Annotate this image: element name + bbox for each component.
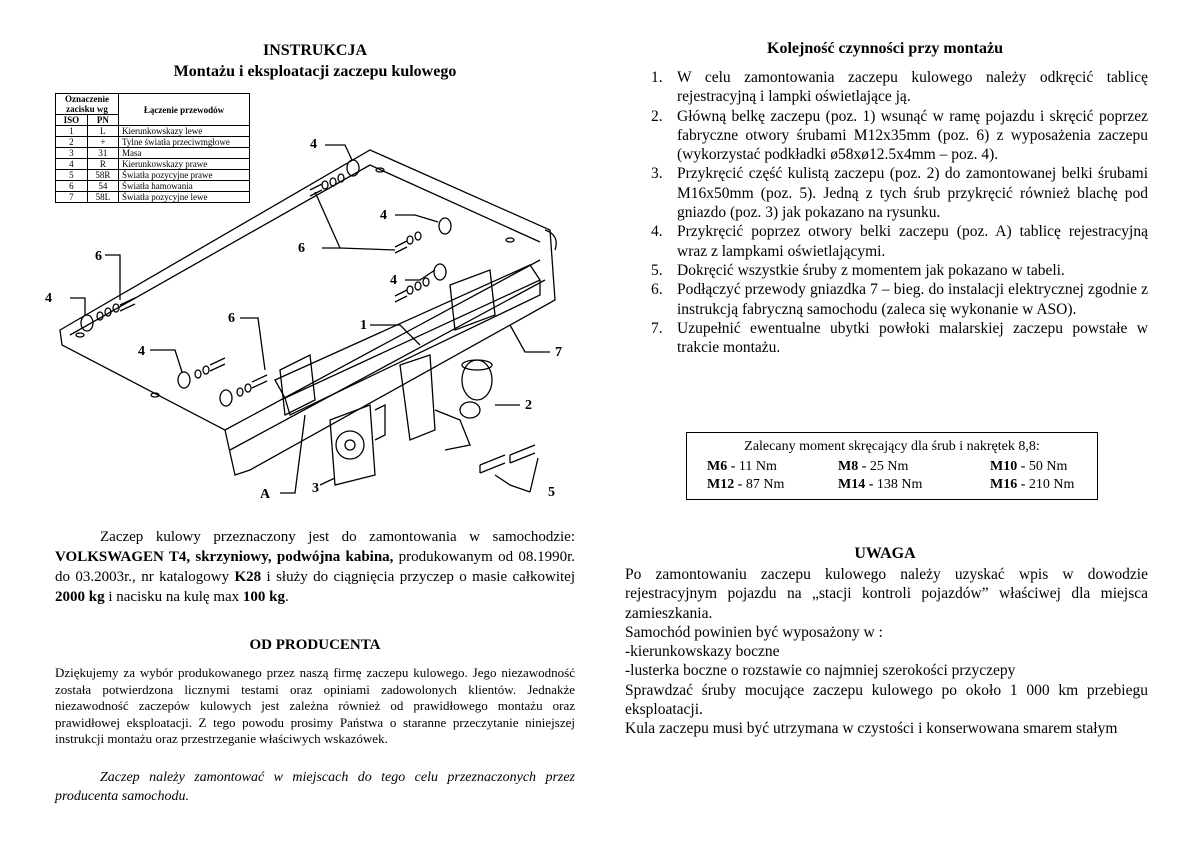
step-text: Uzupełnić ewentualne ubytki powłoki malarskiej zaczepu powstałe w trakcie montażu. [677,319,1148,357]
desc-cell: Masa [119,148,250,159]
torque-value: 25 Nm [866,459,909,474]
title-line-2: Montażu i eksploatacji zaczepu kulowego [173,63,457,80]
frame-beam [60,150,555,475]
pn-cell: 58R [87,170,118,181]
iso-cell: 1 [56,126,88,137]
intro-catalog-number: K28 [234,569,262,585]
torque-value: 50 Nm [1025,459,1068,474]
label-4-left: 4 [45,291,52,306]
step-text: Przykręcić poprzez otwory belki zaczepu (poz. A) tablicę rejestracyjną wraz z lampkami oświetlającymi. [677,223,1148,260]
label-2: 2 [525,398,532,413]
intro-text-3: i służy do ciągnięcia przyczep o masie całkowitej [261,569,575,585]
wire-table-group-header: Oznaczenie zacisku wg [56,94,119,115]
warning-line: Kula zaczepu musi być utrzymana w czystości i konserwowana smarem stałym [625,720,1118,738]
step-number: 5. [651,261,663,279]
wire-table-pn-header: PN [87,115,118,126]
tow-hitch-assembly-drawing [40,130,600,510]
bolt-size: M14 - [838,477,874,492]
steps-list [625,68,1148,357]
torque-item [707,459,777,475]
producer-text: Dziękujemy za wybór produkowanego przez naszą firmę zaczepu kulowego. Jego niezawodność została potwierdzona licznymi testami oraz opiniami zadowolonych klientów. Jednakże niezawodność zaczepów kulowych jest zależna również od prawidłowego montażu oraz prawidłowej eksploatacji. Z tego powodu prosimy Państwa o staranne przeczytanie niniejszej instrukcji montażu oraz przestrzeganie właściwych wskazówek. [55,665,575,746]
step-number: 4. [651,223,663,241]
torque-item [990,477,1074,493]
list-item [625,164,1148,222]
pn-cell: + [87,137,118,148]
desc-cell: Kierunkowskazy lewe [119,126,250,137]
step-number: 7. [651,319,663,337]
intro-paragraph [55,527,575,607]
warning-line: Po zamontowaniu zaczepu kulowego należy uzyskać wpis w dowodzie rejestracyjnym pojazdu na „stacji kontroli pojazdów” właściwej dla miejsca zamieszkania. [625,566,1148,622]
intro-text-5: . [284,589,289,605]
torque-item [838,459,908,475]
pn-cell: 54 [87,181,118,192]
producer-note: Zaczep należy zamontować w miejscach do tego celu przeznaczonych przez producenta samochodu. [55,770,575,804]
label-6-mid: 6 [228,311,235,326]
label-1: 1 [360,318,367,333]
wire-table-iso-header: ISO [56,115,88,126]
intro-text-1: Zaczep kulowy przeznaczony jest do zamontowania w samochodzie: [100,529,575,545]
step-number: 6. [651,281,663,299]
iso-cell: 3 [56,148,88,159]
document-title [55,40,575,82]
warning-heading: UWAGA [854,545,916,562]
torque-item [838,477,922,493]
torque-value: 11 Nm [735,459,777,474]
list-item [625,222,1148,261]
iso-cell: 6 [56,181,88,192]
torque-value: 210 Nm [1025,477,1075,492]
list-item [625,261,1148,280]
producer-heading: OD PRODUCENTA [249,637,381,653]
step-number: 3. [651,165,663,183]
bolt-size: M16 - [990,477,1026,492]
desc-cell: Światła hamowania [119,181,250,192]
steps-heading: Kolejność czynności przy montażu [767,40,1003,57]
list-item [625,319,1148,358]
pn-cell: L [87,126,118,137]
step-text: Przykręcić część kulistą zaczepu (poz. 2) do zamontowanej belki śrubami M16x50mm (poz. 5). Jedną z tych śrub przykręcić również blachę pod gniazdo (poz. 3) jak pokazano na rysunku. [677,165,1148,222]
label-6-top: 6 [298,241,305,256]
intro-text-2: produkowanym od 08.1990r. do 03.2003r., nr katalogowy [55,549,576,585]
intro-text-4: i nacisku na kulę max [104,589,243,605]
label-6-left: 6 [95,249,102,264]
desc-cell: Tylne światła przeciwmgłowe [119,137,250,148]
list-item [625,68,1148,107]
bolt-size: M8 - [838,459,867,474]
torque-value: 87 Nm [742,477,785,492]
intro-ball-load: 100 kg [242,589,285,605]
step-number: 1. [651,69,663,86]
title-line-1: INSTRUKCJA [262,42,367,59]
label-4-top: 4 [310,137,317,152]
iso-cell: 2 [56,137,88,148]
list-item [625,280,1148,319]
desc-cell: Kierunkowskazy prawe [119,159,250,170]
torque-item [707,477,784,493]
label-4-mid: 4 [138,344,145,359]
torque-table [686,432,1098,500]
iso-cell: 4 [56,159,88,170]
bolt-size: M6 - [707,459,736,474]
socket-plate [330,405,375,485]
desc-cell: Światła pozycyjne prawe [119,170,250,181]
iso-cell: 5 [56,170,88,181]
desc-cell: Światła pozycyjne lewe [119,192,250,203]
warning-text [625,565,1148,739]
torque-value: 138 Nm [873,477,923,492]
torque-title: Zalecany moment skręcający dla śrub i nakrętek 8,8: [744,439,1040,454]
label-4-lower: 4 [390,273,397,288]
warning-line: Samochód powinien być wyposażony w : [625,623,883,641]
label-7: 7 [555,345,562,360]
iso-cell: 7 [56,192,88,203]
step-text: W celu zamontowania zaczepu kulowego należy odkręcić tablicę rejestracyjną i lampki oświetlające ją. [677,69,1148,106]
step-text: Dokręcić wszystkie śruby z momentem jak pokazano w tabeli. [677,261,1065,279]
intro-mass: 2000 kg [55,589,105,605]
warning-line: -lusterka boczne o rozstawie co najmniej szerokości przyczepy [625,662,1016,680]
torque-item [990,459,1067,475]
label-3: 3 [312,481,319,496]
label-5: 5 [548,485,555,500]
label-A: A [260,487,271,502]
warning-line: Sprawdzać śruby mocujące zaczepu kulowego po około 1 000 km przebiegu eksploatacji. [625,681,1148,719]
label-4-right: 4 [380,208,387,223]
pn-cell: 58L [87,192,118,203]
wire-table-conn-header: Łączenie przewodów [119,94,250,126]
pn-cell: R [87,159,118,170]
bolt-size: M12 - [707,477,743,492]
pn-cell: 31 [87,148,118,159]
intro-vehicle: VOLKSWAGEN T4, skrzyniowy, podwójna kabina, [55,549,394,565]
bolt-size: M10 - [990,459,1026,474]
warning-line: -kierunkowskazy boczne [625,643,780,661]
tow-ball [462,360,492,400]
step-text: Podłączyć przewody gniazdka 7 – bieg. do instalacji elektrycznej zgodnie z instrukcją fabryczną samochodu (zaleca się wykonanie w ASO). [677,281,1148,318]
step-text: Główną belkę zaczepu (poz. 1) wsunąć w ramę pojazdu i skręcić poprzez fabryczne otwory śrubami M12x35mm (poz. 6) z wyposażenia zaczepu (wykorzystać podkładki ø58xø12.5x4mm – poz. 4). [677,107,1148,164]
list-item [625,107,1148,165]
step-number: 2. [651,107,663,125]
